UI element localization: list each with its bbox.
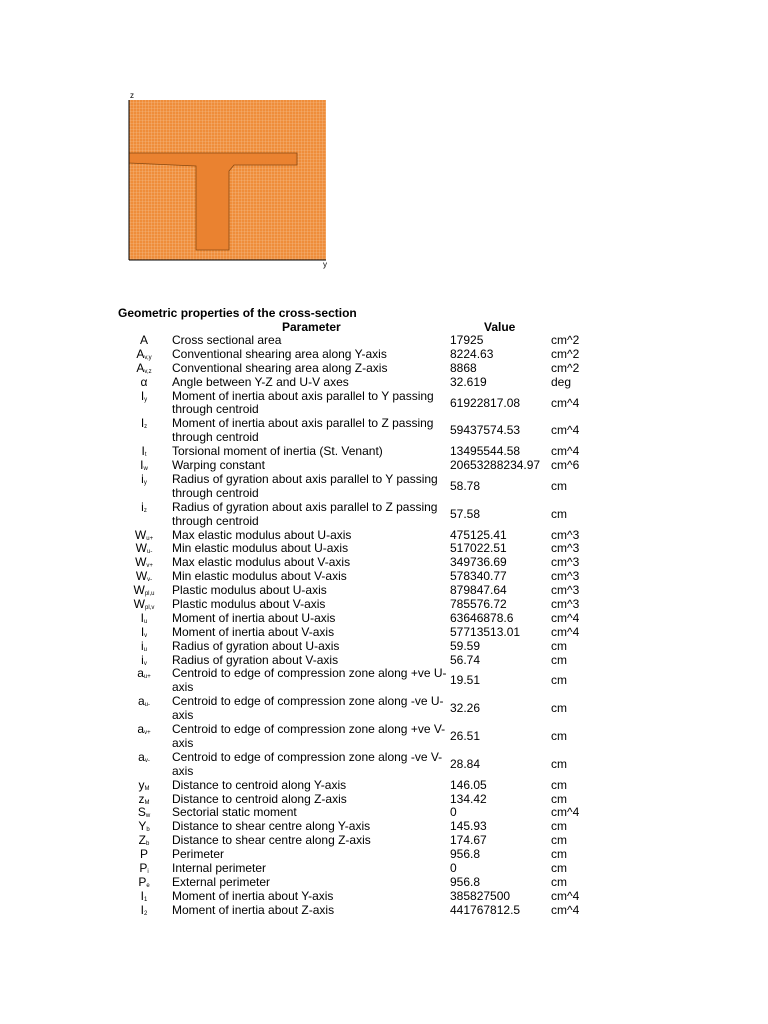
parameter-value: 349736.69 xyxy=(450,555,507,570)
table-row xyxy=(0,612,768,626)
parameter-value: 785576.72 xyxy=(450,596,507,611)
table-row xyxy=(0,542,768,556)
symbol-main: Y xyxy=(138,819,147,834)
symbol-main: a xyxy=(137,722,145,737)
parameter-value: 59.59 xyxy=(450,638,481,653)
parameter-value: 956.8 xyxy=(450,874,481,889)
parameter-unit: cm^4 xyxy=(551,902,580,917)
parameter-description: Radius of gyration about V-axis xyxy=(172,652,339,667)
parameter-unit: cm xyxy=(551,478,567,493)
parameter-unit: cm xyxy=(551,652,567,667)
parameter-description: Centroid to edge of compression zone along +ve V-axis xyxy=(172,722,446,750)
parameter-symbol xyxy=(128,751,160,769)
parameter-value: 63646878.6 xyxy=(450,610,514,625)
parameter-value: 956.8 xyxy=(450,847,481,862)
symbol-subscript: z xyxy=(143,507,147,514)
parameter-description: Centroid to edge of compression zone along -ve U-axis xyxy=(172,694,444,723)
parameter-unit: cm xyxy=(551,833,567,848)
parameter-unit: cm xyxy=(551,506,567,521)
parameter-description: Radius of gyration about U-axis xyxy=(172,638,340,653)
table-row xyxy=(0,570,768,584)
parameter-symbol xyxy=(128,723,160,741)
symbol-main: I xyxy=(141,444,145,459)
symbol-main: I xyxy=(140,610,144,625)
table-row xyxy=(0,904,768,918)
parameter-value: 32.26 xyxy=(450,701,481,716)
table-row xyxy=(0,890,768,904)
parameter-symbol xyxy=(128,695,160,713)
symbol-main: i xyxy=(141,652,144,667)
symbol-main: a xyxy=(137,666,144,681)
cross-section-drawing xyxy=(124,90,334,270)
symbol-subscript: b xyxy=(146,841,150,848)
symbol-subscript: b xyxy=(146,827,150,834)
symbol-main: I xyxy=(140,416,145,431)
parameter-unit: cm^2 xyxy=(551,333,580,347)
parameter-value: 578340.77 xyxy=(450,569,507,584)
table-row xyxy=(0,348,768,362)
parameter-value: 57.58 xyxy=(450,506,481,521)
symbol-main: a xyxy=(138,749,145,764)
symbol-main: P xyxy=(139,847,148,862)
z-axis-label: z xyxy=(130,91,134,100)
parameter-unit: cm xyxy=(551,847,567,862)
parameter-symbol xyxy=(128,334,160,348)
symbol-main: i xyxy=(141,471,144,486)
symbol-subscript: u+ xyxy=(143,674,151,681)
parameter-description: Distance to shear centre along Z-axis xyxy=(172,833,371,848)
parameter-unit: cm^2 xyxy=(551,360,580,375)
parameter-description: Conventional shearing area along Y-axis xyxy=(172,346,387,361)
table-row xyxy=(0,640,768,654)
symbol-main: i xyxy=(141,499,144,514)
parameter-description: Plastic modulus about V-axis xyxy=(172,596,326,611)
symbol-main: P xyxy=(138,874,147,889)
table-row xyxy=(0,779,768,793)
parameter-description: Moment of inertia about V-axis xyxy=(172,624,335,639)
symbol-subscript: 2 xyxy=(144,910,148,917)
symbol-subscript: t xyxy=(144,452,147,459)
parameter-symbol xyxy=(128,904,160,922)
table-row xyxy=(0,556,768,570)
parameter-description: Moment of inertia about U-axis xyxy=(172,610,336,625)
parameter-unit: cm^4 xyxy=(551,610,580,625)
table-row xyxy=(0,417,768,445)
parameter-value: 17925 xyxy=(450,333,484,347)
symbol-subscript: v xyxy=(143,660,147,667)
parameter-description: Moment of inertia about axis parallel to Y passing through centroid xyxy=(172,388,434,417)
table-row xyxy=(0,848,768,862)
parameter-description: Moment of inertia about axis parallel to Z passing through centroid xyxy=(172,416,434,445)
cross-section-figure xyxy=(124,90,334,270)
parameter-value: 20653288234.97 xyxy=(450,458,541,473)
table-row xyxy=(0,598,768,612)
parameter-value: 146.05 xyxy=(450,777,487,792)
parameter-unit: cm^4 xyxy=(551,805,580,820)
parameter-value: 0 xyxy=(450,860,457,875)
symbol-main: A xyxy=(136,360,145,375)
symbol-subscript: pl,u xyxy=(144,591,155,598)
symbol-main: A xyxy=(139,333,148,347)
symbol-main: A xyxy=(136,346,145,361)
symbol-main: y xyxy=(138,777,145,792)
symbol-main: W xyxy=(133,583,145,598)
symbol-main: I xyxy=(140,902,144,917)
parameter-unit: cm^3 xyxy=(551,596,580,611)
symbol-main: a xyxy=(137,694,145,709)
symbol-subscript: y xyxy=(143,479,147,486)
parameter-value: 879847.64 xyxy=(450,583,507,598)
symbol-main: W xyxy=(135,555,147,570)
parameter-value: 26.51 xyxy=(450,729,481,744)
parameter-description: Min elastic modulus about V-axis xyxy=(172,569,347,584)
symbol-subscript: 1 xyxy=(144,896,148,903)
parameter-unit: cm xyxy=(551,701,567,716)
parameter-value: 8868 xyxy=(450,360,477,375)
table-row xyxy=(0,667,768,695)
parameter-unit: cm xyxy=(551,777,567,792)
parameter-unit: cm^3 xyxy=(551,527,580,542)
parameter-value: 8224.63 xyxy=(450,346,494,361)
symbol-main: P xyxy=(139,860,148,875)
parameter-unit: cm xyxy=(551,756,567,771)
table-row xyxy=(0,820,768,834)
parameter-unit: cm^6 xyxy=(551,458,580,473)
parameter-unit: cm xyxy=(551,729,567,744)
parameter-unit: deg xyxy=(551,374,572,389)
parameter-symbol xyxy=(128,473,160,491)
symbol-subscript: v,y xyxy=(144,354,152,361)
parameter-value: 145.93 xyxy=(450,819,487,834)
table-row xyxy=(0,654,768,668)
symbol-main: α xyxy=(140,374,148,389)
parameter-symbol xyxy=(128,667,160,685)
parameter-description: Sectorial static moment xyxy=(172,805,297,820)
symbol-subscript: pl,v xyxy=(144,604,155,611)
table-row xyxy=(0,459,768,473)
parameter-unit: cm^4 xyxy=(551,624,580,639)
parameter-description: Cross sectional area xyxy=(172,333,282,347)
parameter-unit: cm^4 xyxy=(551,444,580,459)
parameter-unit: cm^4 xyxy=(551,888,580,903)
parameter-unit: cm xyxy=(551,860,567,875)
properties-table xyxy=(0,334,768,918)
table-row xyxy=(0,876,768,890)
table-row xyxy=(0,584,768,598)
table-row xyxy=(0,695,768,723)
table-row xyxy=(0,793,768,807)
parameter-value: 32.619 xyxy=(450,374,487,389)
symbol-subscript: i xyxy=(147,868,149,875)
table-row xyxy=(0,862,768,876)
symbol-subscript: u- xyxy=(146,549,153,556)
parameter-value: 174.67 xyxy=(450,833,487,848)
parameter-value: 19.51 xyxy=(450,673,481,688)
parameter-symbol xyxy=(128,376,160,390)
parameter-unit: cm^2 xyxy=(551,346,580,361)
parameter-unit: cm^3 xyxy=(551,583,580,598)
table-row xyxy=(0,376,768,390)
parameter-description: Angle between Y-Z and U-V axes xyxy=(172,374,349,389)
symbol-main: I xyxy=(140,458,144,473)
parameter-description: Distance to centroid along Y-axis xyxy=(172,777,347,792)
parameter-symbol xyxy=(128,501,160,519)
parameter-symbol xyxy=(128,390,160,408)
symbol-main: W xyxy=(135,569,148,584)
table-row xyxy=(0,626,768,640)
symbol-main: z xyxy=(138,791,145,806)
table-row xyxy=(0,390,768,418)
symbol-main: I xyxy=(140,624,145,639)
table-row xyxy=(0,723,768,751)
symbol-subscript: w xyxy=(143,466,148,473)
symbol-subscript: e xyxy=(146,882,150,889)
parameter-unit: cm xyxy=(551,874,567,889)
parameter-description: Max elastic modulus about U-axis xyxy=(172,527,352,542)
parameter-symbol xyxy=(128,417,160,435)
parameter-unit: cm xyxy=(551,638,567,653)
parameter-value: 58.78 xyxy=(450,478,481,493)
parameter-description: Warping constant xyxy=(172,458,265,473)
symbol-subscript: u xyxy=(143,646,147,653)
parameter-value: 441767812.5 xyxy=(450,902,521,917)
parameter-value: 61922817.08 xyxy=(450,395,521,410)
section-title: Geometric properties of the cross-section xyxy=(118,306,357,320)
column-header-parameter: Parameter xyxy=(282,320,341,334)
parameter-description: Max elastic modulus about V-axis xyxy=(172,555,351,570)
parameter-value: 56.74 xyxy=(450,652,481,667)
parameter-value: 57713513.01 xyxy=(450,624,521,639)
column-header-value: Value xyxy=(484,320,516,334)
parameter-unit: cm^3 xyxy=(551,541,580,556)
symbol-subscript: v,z xyxy=(144,368,152,375)
parameter-value: 0 xyxy=(450,805,457,820)
parameter-value: 517022.51 xyxy=(450,541,507,556)
symbol-subscript: v+ xyxy=(144,730,151,737)
parameter-description: Internal perimeter xyxy=(172,860,267,875)
symbol-subscript: v- xyxy=(144,757,150,764)
parameter-value: 134.42 xyxy=(450,791,487,806)
parameter-unit: cm^3 xyxy=(551,569,580,584)
table-row xyxy=(0,751,768,779)
table-row xyxy=(0,445,768,459)
symbol-subscript: u+ xyxy=(146,535,154,542)
parameter-unit: cm xyxy=(551,791,567,806)
parameter-description: Torsional moment of inertia (St. Venant) xyxy=(172,444,383,459)
symbol-main: i xyxy=(140,638,144,653)
parameter-description: Min elastic modulus about U-axis xyxy=(172,541,349,556)
symbol-subscript: w xyxy=(145,813,151,820)
symbol-main: S xyxy=(137,805,146,820)
table-row xyxy=(0,501,768,529)
parameter-description: Centroid to edge of compression zone along -ve V-axis xyxy=(172,749,443,778)
symbol-subscript: u xyxy=(144,618,148,625)
parameter-description: External perimeter xyxy=(172,874,271,889)
parameter-value: 385827500 xyxy=(450,888,511,903)
symbol-subscript: y xyxy=(144,396,148,403)
parameter-description: Distance to centroid along Z-axis xyxy=(172,791,347,806)
table-row xyxy=(0,334,768,348)
symbol-main: Z xyxy=(138,833,146,848)
parameter-description: Moment of inertia about Y-axis xyxy=(172,888,334,903)
symbol-subscript: u- xyxy=(144,702,151,709)
parameter-unit: cm xyxy=(551,819,567,834)
parameter-description: Plastic modulus about U-axis xyxy=(172,583,327,598)
symbol-subscript: v+ xyxy=(146,563,153,570)
parameter-unit: cm^3 xyxy=(551,555,580,570)
symbol-subscript: M xyxy=(144,785,150,792)
symbol-main: I xyxy=(140,388,145,403)
parameter-description: Radius of gyration about axis parallel to Y passing through centroid xyxy=(172,471,438,500)
symbol-main: I xyxy=(140,888,144,903)
parameter-unit: cm xyxy=(551,673,567,688)
symbol-subscript: v- xyxy=(147,577,153,584)
parameter-description: Radius of gyration about axis parallel to Z passing through centroid xyxy=(172,499,438,528)
symbol-main: W xyxy=(134,527,147,542)
parameter-value: 475125.41 xyxy=(450,527,507,542)
table-row xyxy=(0,806,768,820)
parameter-value: 28.84 xyxy=(450,756,481,771)
parameter-description: Distance to shear centre along Y-axis xyxy=(172,819,371,834)
parameter-unit: cm^4 xyxy=(551,423,580,438)
symbol-main: W xyxy=(135,541,147,556)
parameter-description: Conventional shearing area along Z-axis xyxy=(172,360,388,375)
symbol-subscript: M xyxy=(144,799,150,806)
parameter-value: 59437574.53 xyxy=(450,423,521,438)
symbol-subscript: v xyxy=(144,632,148,639)
parameter-value: 13495544.58 xyxy=(450,444,521,459)
symbol-main: W xyxy=(133,596,145,611)
y-axis-label: y xyxy=(323,260,327,269)
parameter-description: Moment of inertia about Z-axis xyxy=(172,902,335,917)
table-row xyxy=(0,834,768,848)
table-row xyxy=(0,473,768,501)
parameter-unit: cm^4 xyxy=(551,395,580,410)
table-row xyxy=(0,362,768,376)
parameter-symbol xyxy=(128,848,160,862)
symbol-subscript: z xyxy=(144,424,148,431)
parameter-description: Perimeter xyxy=(172,847,225,862)
parameter-description: Centroid to edge of compression zone along +ve U-axis xyxy=(172,666,447,695)
table-row xyxy=(0,529,768,543)
